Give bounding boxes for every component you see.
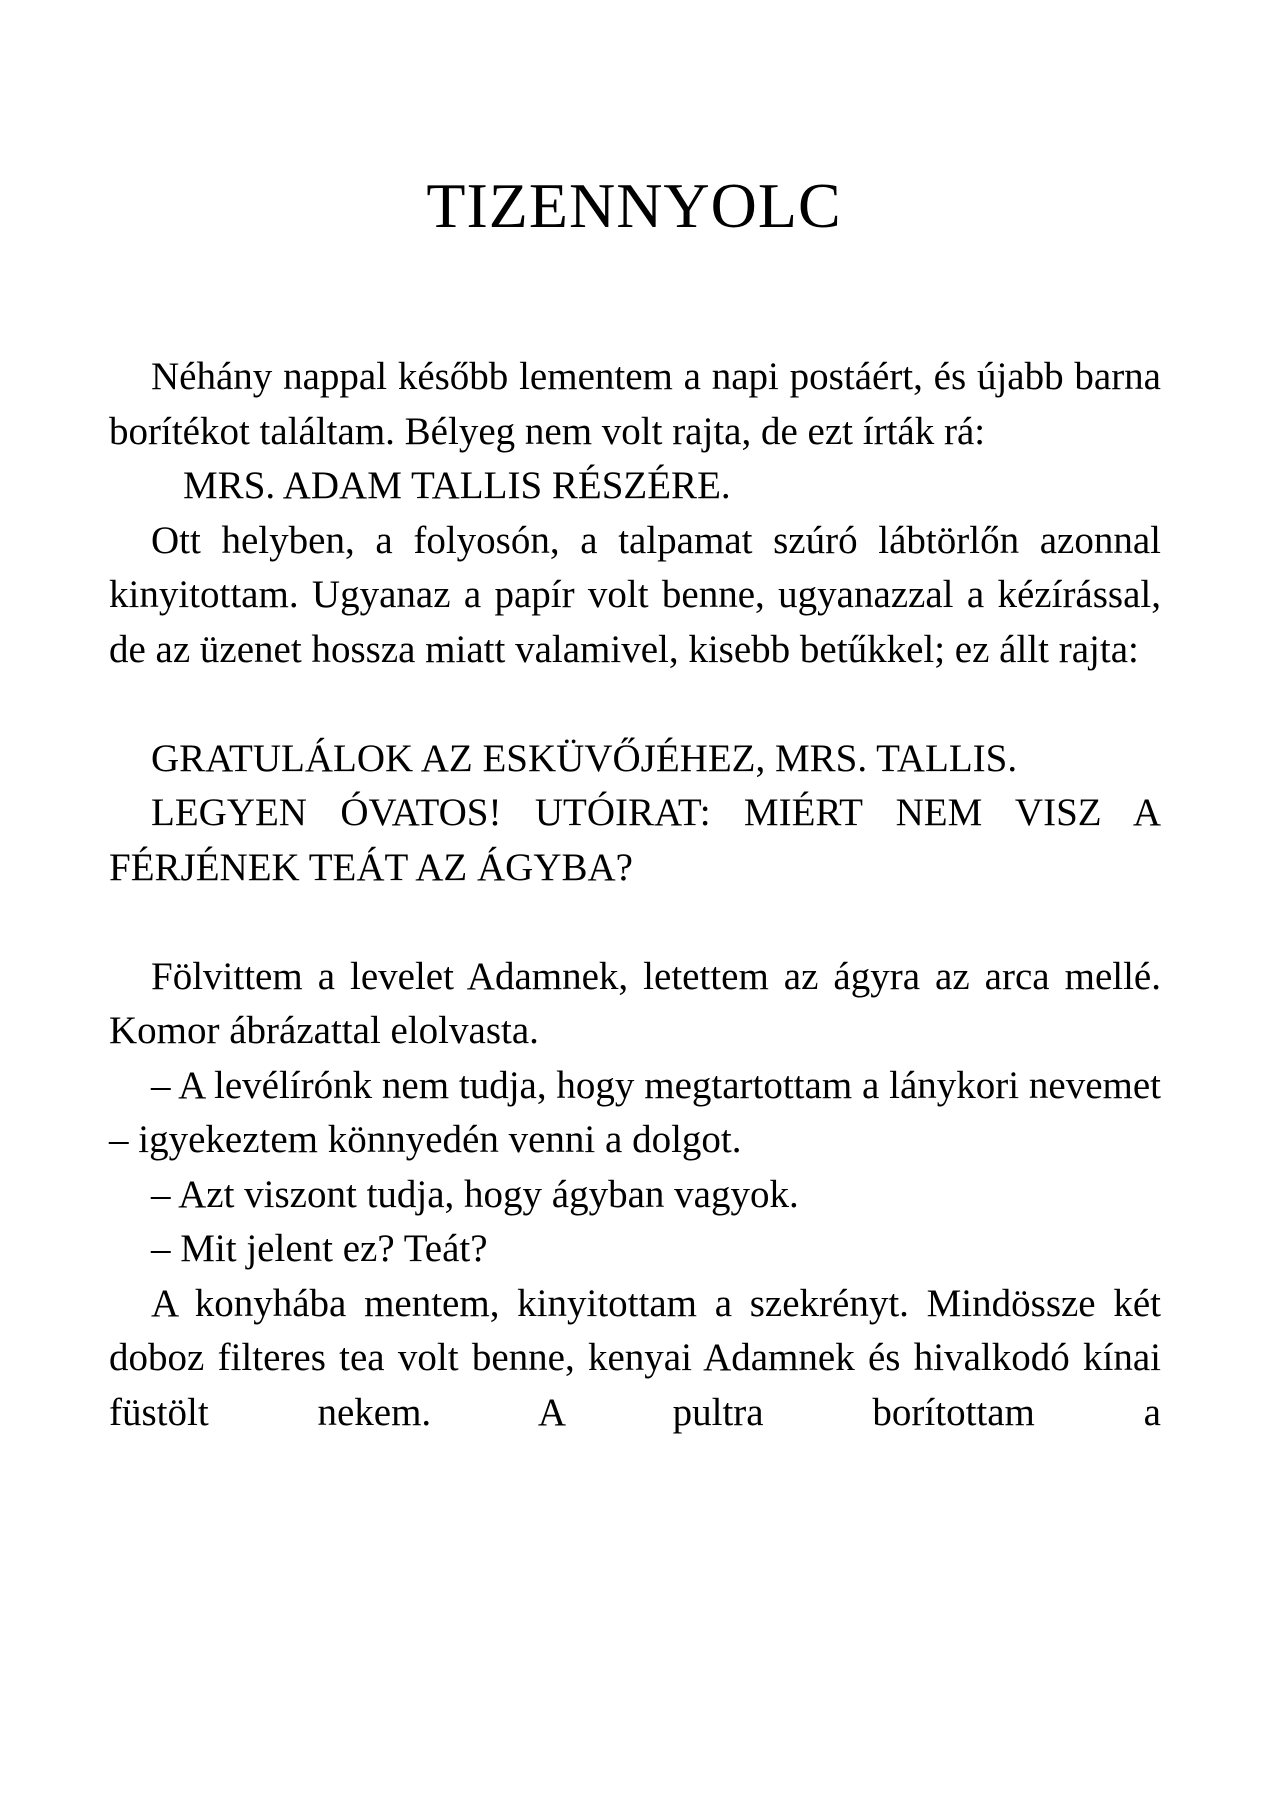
paragraph: Fölvittem a levelet Adamnek, letettem az ágyra az arca mellé. Komor ábrázattal elolvasta. bbox=[109, 954, 1161, 1052]
spacer bbox=[109, 895, 1161, 950]
dialogue-line: – Azt viszont tudja, hogy ágyban vagyok. bbox=[151, 1172, 799, 1216]
dialogue-line: – A levélírónk nem tudja, hogy megtartottam a lánykori nevemet – igyekeztem könnyedén venni a dolgot. bbox=[109, 1063, 1161, 1161]
paragraph: Ott helyben, a folyosón, a talpamat szúró lábtörlőn azonnal kinyitottam. Ugyanaz a papír volt benne, ugyanazzal a kézírással, de az üzenet hossza miatt valamivel, kisebb betűkkel; ez állt rajta: bbox=[109, 518, 1161, 671]
note-line: LEGYEN ÓVATOS! UTÓIRAT: MIÉRT NEM VISZ A FÉRJÉNEK TEÁT AZ ÁGYBA? bbox=[109, 791, 1161, 889]
dialogue-line: – Mit jelent ez? Teát? bbox=[151, 1227, 488, 1270]
paragraph: A konyhába mentem, kinyitottam a szekrényt. Mindössze két doboz filteres tea volt benne, kenyai Adamnek és hivalkodó kínai füstölt nekem. A pultra borítottam a bbox=[109, 1281, 1161, 1434]
paragraph: Néhány nappal később lementem a napi postáért, és újabb barna borítékot találtam. Bélyeg nem volt rajta, de ezt írták rá: bbox=[109, 355, 1161, 453]
body-text bbox=[109, 350, 1161, 1440]
note-line: GRATULÁLOK AZ ESKÜVŐJÉHEZ, MRS. TALLIS. bbox=[151, 736, 1018, 780]
envelope-address: MRS. ADAM TALLIS RÉSZÉRE. bbox=[183, 464, 731, 507]
spacer bbox=[109, 677, 1161, 732]
chapter-title: TIZENNYOLC bbox=[426, 170, 842, 241]
